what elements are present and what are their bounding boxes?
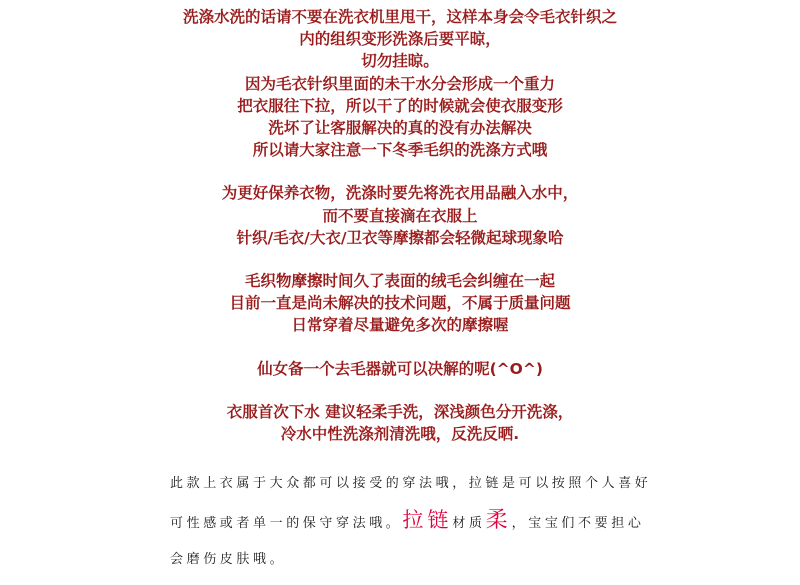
zipper-highlight: 拉链: [402, 508, 453, 532]
care-line: 日常穿着尽量避免多次的摩擦喔: [291, 316, 509, 335]
care-paragraph-2: [0, 182, 800, 249]
care-paragraph-5: [0, 401, 800, 445]
care-line: 毛织物摩擦时间久了表面的绒毛会纠缠在一起: [244, 272, 555, 291]
care-paragraph-4: [0, 358, 800, 380]
care-line: 针织/毛衣/大衣/卫衣等摩擦都会轻微起球现象哈: [236, 228, 564, 247]
paragraph-gap: [0, 249, 800, 270]
care-line: 洗坏了让客服解决的真的没有办法解决: [268, 119, 532, 138]
care-line: 所以请大家注意一下冬季毛织的洗涤方式哦: [252, 141, 548, 160]
care-line: 而不要直接滴在衣服上: [322, 206, 478, 225]
paragraph-gap: [0, 161, 800, 182]
care-notice: [0, 6, 800, 445]
product-line-2: [170, 502, 690, 542]
care-line: 把衣服往下拉，所以干了的时候就会使衣服变形: [237, 96, 563, 115]
care-line: 因为毛衣针织里面的未干水分会形成一个重力: [244, 74, 555, 93]
product-line-2-text: 材质: [452, 516, 486, 531]
product-line-2-text: 可性感或者单一的保守穿法哦。: [170, 516, 403, 531]
care-line: 衣服首次下水 建议轻柔手洗，深浅颜色分开洗涤，: [226, 402, 574, 421]
product-line-3: 会磨伤皮肤哦。: [170, 552, 287, 567]
product-note: [170, 466, 690, 578]
care-line: 为更好保养衣物，洗涤时要先将洗衣用品融入水中，: [221, 184, 579, 203]
care-paragraph-3: [0, 270, 800, 337]
product-line-2-text: ，宝宝们不要担心: [511, 516, 645, 531]
paragraph-gap: [0, 380, 800, 401]
soft-highlight: 柔: [485, 508, 512, 533]
care-line: 洗涤水洗的话请不要在洗衣机里甩干，这样本身会令毛衣针织之: [182, 8, 617, 26]
product-line-1: 此款上衣属于大众都可以接受的穿法哦，拉链是可以按照个人喜好: [170, 476, 652, 491]
care-line: 仙女备一个去毛器就可以决解的呢(^O^): [257, 359, 543, 378]
care-line: 切勿挂晾。: [361, 52, 439, 71]
paragraph-gap: [0, 337, 800, 358]
care-line: 冷水中性洗涤剂清洗哦，反洗反晒.: [280, 425, 520, 444]
care-line: 内的组织变形洗涤后要平晾，: [299, 30, 501, 49]
care-paragraph-1: [0, 6, 800, 161]
care-line: 目前一直是尚未解决的技术问题，不属于质量问题: [229, 294, 571, 313]
